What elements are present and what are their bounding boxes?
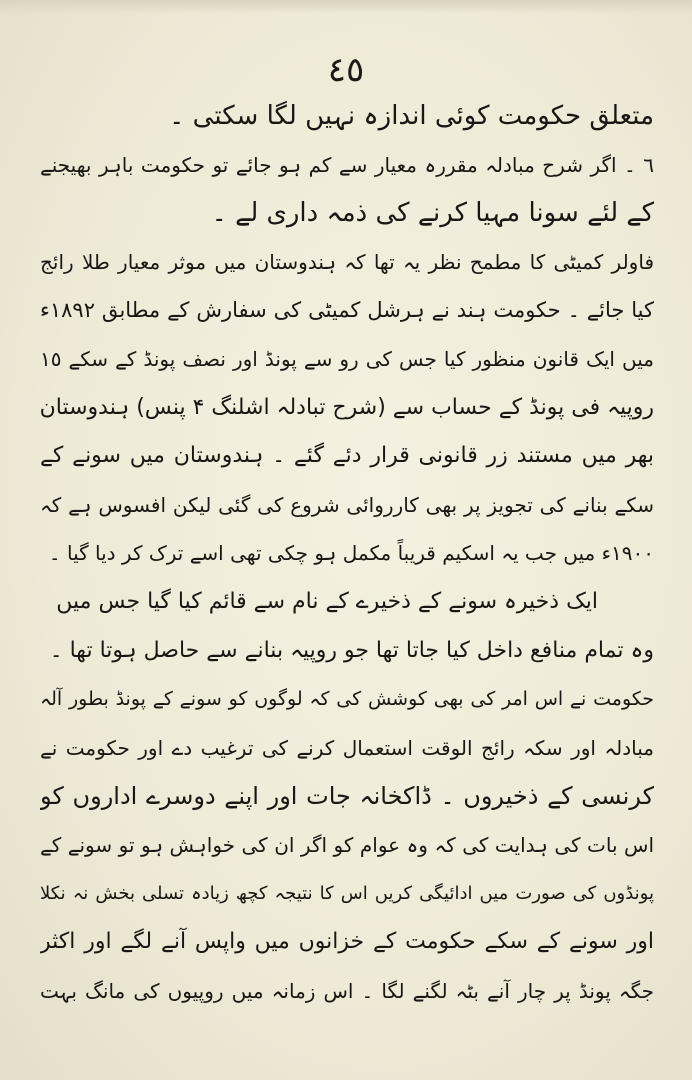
- text-line: اس بات کی ہدایت کی کہ وہ عوام کو اگر ان کی خواہش ہو تو سونے کے: [40, 832, 654, 857]
- text-line: ٦ ۔ اگر شرح مبادلہ مقررہ معیار سے کم ہو جائے تو حکومت باہر بھیجنے: [40, 152, 654, 177]
- text-line: اور سونے کے سکے حکومت کے خزانوں میں واپس آنے لگے اور اکثر: [40, 929, 654, 955]
- text-line: کے لئے سونا مہیا کرنے کی ذمہ داری لے ۔: [211, 198, 654, 229]
- text-line: متعلق حکومت کوئی اندازہ نہیں لگا سکتی ۔: [169, 101, 654, 131]
- text-line: حکومت نے اس امر کی بھی کوشش کی کہ لوگوں کو سونے کے پونڈ بطور آلہ: [40, 688, 654, 711]
- text-line: ١٩٠٠ء میں جب یہ اسکیم قریباً مکمل ہو چکی تھی اسے ترک کر دیا گیا ۔: [48, 541, 654, 566]
- text-line: وہ تمام منافع داخل کیا جاتا تھا جو روپیہ بنانے سے حاصل ہوتا تھا ۔: [49, 637, 654, 663]
- text-line: روپیہ فی پونڈ کے حساب سے (شرح تبادلہ اشلنگ ۴ پنس) ہندوستان: [40, 394, 654, 420]
- text-line: ایک ذخیرہ سونے کے ذخیرے کے نام سے قائم کیا گیا جس میں: [56, 588, 598, 614]
- text-line: کرنسی کے ذخیروں ۔ ڈاکخانہ جات اور اپنے دوسرے اداروں کو: [40, 782, 654, 811]
- text-line: جگہ پونڈ پر چار آنے بٹہ لگنے لگا ۔ اس زمانہ میں روپیوں کی مانگ بہت: [40, 978, 654, 1003]
- text-line: بھر میں مستند زر قانونی قرار دئے گئے ۔ ہندوستان میں سونے کے: [40, 443, 654, 469]
- text-line: سکے بنانے کی تجویز پر بھی کارروائی شروع کی گئی لیکن افسوس ہے کہ: [40, 492, 654, 517]
- text-line: کیا جائے ۔ حکومت ہند نے ہرشل کمیٹی کی سفارش کے مطابق ١٨٩٢ء: [40, 298, 654, 323]
- text-line: پونڈوں کی صورت میں ادائیگی کریں اس کا نتیجہ کچھ زیادہ تسلی بخش نہ نکلا: [40, 882, 654, 904]
- page-number: ٤٥: [327, 50, 365, 90]
- text-line: مبادلہ اور سکہ رائج الوقت استعمال کرنے کی ترغیب دے اور حکومت نے: [40, 735, 654, 760]
- text-line: فاولر کمیٹی کا مطمح نظر یہ تھا کہ ہندوستان میں موثر معیار طلا رائج: [40, 249, 654, 274]
- text-line: میں ایک قانون منظور کیا جس کی رو سے پونڈ اور نصف پونڈ کے سکے ١٥: [40, 346, 654, 371]
- page-top-edge: [0, 0, 692, 14]
- body-text: [40, 92, 654, 1015]
